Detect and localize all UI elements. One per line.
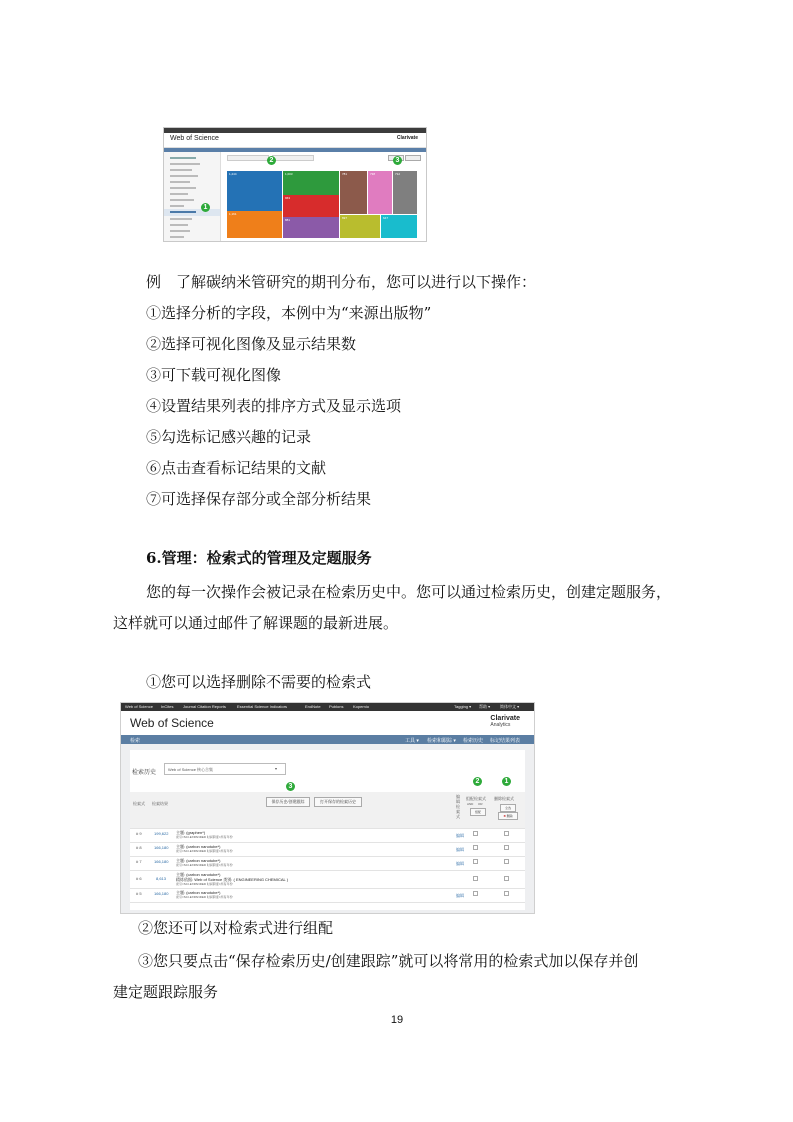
result-count-link[interactable]: 166,180 xyxy=(154,845,169,850)
marker-3-badge: 3 xyxy=(286,782,295,791)
page-number: 19 xyxy=(390,1014,404,1026)
history-panel xyxy=(130,750,525,910)
user-menu-help[interactable]: 帮助 ▾ xyxy=(479,704,491,709)
col-combine: 组配检索式 xyxy=(466,796,486,801)
intro-line-2: 这样就可以通过邮件了解课题的最新进展。 xyxy=(113,614,399,632)
edit-link[interactable]: 编辑 xyxy=(456,847,464,852)
treemap-block-10[interactable]: 647 xyxy=(381,215,417,238)
combine-or[interactable]: OR xyxy=(478,802,483,806)
nav-marked-list[interactable]: 标记结果列表 xyxy=(490,738,521,744)
chevron-down-icon: ▾ xyxy=(275,766,278,771)
open-history-button[interactable]: 打开保存的检索历史 xyxy=(314,797,362,807)
edit-link[interactable]: 编辑 xyxy=(456,833,464,838)
intro-line-1: 您的每一次操作会被记录在检索历史中。您可以通过检索历史，创建定题服务， xyxy=(146,583,672,601)
marker-1-badge: 1 xyxy=(201,203,210,212)
query-text: 主题: (carbon nanotube*) xyxy=(176,858,221,863)
step-2: ②选择可视化图像及显示结果数 xyxy=(146,335,357,353)
query-text: 主题: (carbon nanotube*) xyxy=(176,890,221,895)
col-results: 检索结果 xyxy=(152,801,168,806)
treemap-block-6[interactable]: 781 xyxy=(340,171,367,214)
delete-checkbox[interactable] xyxy=(504,876,509,881)
result-count-link[interactable]: 166,180 xyxy=(154,859,169,864)
step-4: ④设置结果列表的排序方式及显示选项 xyxy=(146,397,402,415)
analysis-screenshot xyxy=(163,127,427,242)
point-3-line-2: 建定题跟踪服务 xyxy=(113,983,219,1001)
marker-2-badge: 2 xyxy=(473,777,482,786)
topnav-kopernio[interactable]: Kopernio xyxy=(353,704,370,709)
wos-brand: Web of Science xyxy=(130,716,214,730)
user-menu-tagging[interactable]: Tagging ▾ xyxy=(454,704,472,709)
save-history-button[interactable]: 保存历史/创建跟踪 xyxy=(266,797,310,807)
query-refine: 精炼依据: Web of Science 类别: ( ENGINEERING CHEMICAL ) xyxy=(176,877,289,882)
set-number: # 6 xyxy=(136,876,142,881)
example-heading: 例 了解碳纳米管研究的期刊分布，您可以进行以下操作： xyxy=(146,273,537,291)
combine-checkbox[interactable] xyxy=(473,876,478,881)
count-select[interactable] xyxy=(272,155,314,161)
edit-link[interactable]: 编辑 xyxy=(456,893,464,898)
query-index: 索引=SCI-EXPANDED 时间跨度=所有年份 xyxy=(176,895,233,899)
topnav-wos[interactable]: Web of Science xyxy=(125,704,153,709)
history-label: 检索历史 xyxy=(132,770,157,776)
treemap-block-1[interactable]: 1,244 xyxy=(227,171,282,211)
marker-2-badge: 2 xyxy=(267,156,276,165)
hide-button[interactable] xyxy=(405,155,421,161)
topnav-publons[interactable]: Publons xyxy=(329,704,344,709)
treemap-block-8[interactable]: 712 xyxy=(393,171,417,214)
section-heading: 6.管理：检索式的管理及定题服务 xyxy=(146,549,372,567)
user-menu-language[interactable]: 简体中文 ▾ xyxy=(500,704,520,709)
database-select[interactable]: Web of Science 核心合集 ▾ xyxy=(164,763,286,775)
result-count-link[interactable]: 8,613 xyxy=(156,876,167,881)
result-count-link[interactable]: 166,180 xyxy=(154,891,169,896)
topnav-jcr[interactable]: Journal Citation Reports xyxy=(183,704,226,709)
treemap-block-5[interactable]: 881 xyxy=(283,217,339,238)
combine-checkbox[interactable] xyxy=(473,845,478,850)
close-icon: ✖ xyxy=(503,814,506,818)
combine-checkbox[interactable] xyxy=(473,891,478,896)
combine-button[interactable]: 组配 xyxy=(470,808,486,816)
nav-search-tracking[interactable]: 检索和跟踪 ▾ xyxy=(427,738,456,744)
point-3-line-1: ③您只要点击“保存检索历史/创建跟踪”就可以将常用的检索式加以保存并创 xyxy=(138,952,639,970)
combine-checkbox[interactable] xyxy=(473,859,478,864)
delete-button[interactable]: ✖ 删除 xyxy=(498,812,518,820)
step-6: ⑥点击查看标记结果的文献 xyxy=(146,459,327,477)
treemap-block-2[interactable]: 1,161 xyxy=(227,211,282,238)
query-index: 索引=SCI-EXPANDED 时间跨度=所有年份 xyxy=(176,882,233,886)
set-number: # 7 xyxy=(136,859,142,864)
step-1: ①选择分析的字段，本例中为“来源出版物” xyxy=(146,304,432,322)
product-topnav xyxy=(121,703,534,711)
step-3: ③可下载可视化图像 xyxy=(146,366,282,384)
field-sidebar xyxy=(164,152,221,241)
treemap-block-7[interactable]: 738 xyxy=(368,171,392,214)
clarivate-logo: Clarivate xyxy=(396,135,418,141)
step-7: ⑦可选择保存部分或全部分析结果 xyxy=(146,490,372,508)
marker-1-badge: 1 xyxy=(502,777,511,786)
combine-checkbox[interactable] xyxy=(473,831,478,836)
col-edit: 编辑检索式 xyxy=(456,794,460,819)
set-number: # 9 xyxy=(136,831,142,836)
step-5: ⑤勾选标记感兴趣的记录 xyxy=(146,428,312,446)
nav-search[interactable]: 检索 xyxy=(130,738,141,744)
point-2: ②您还可以对检索式进行组配 xyxy=(138,919,334,937)
main-nav xyxy=(121,735,534,744)
treemap-block-3[interactable]: 1,003 xyxy=(283,171,339,195)
nav-tools[interactable]: 工具 ▾ xyxy=(405,738,419,744)
point-1: ①您可以选择删除不需要的检索式 xyxy=(146,673,372,691)
result-count-link[interactable]: 199,622 xyxy=(154,831,169,836)
treemap-block-4[interactable]: 963 xyxy=(283,195,339,217)
delete-checkbox[interactable] xyxy=(504,891,509,896)
query-index: 索引=SCI-EXPANDED 时间跨度=所有年份 xyxy=(176,863,233,867)
treemap-block-9[interactable]: 697 xyxy=(340,215,380,238)
topnav-esi[interactable]: Essential Science Indicators xyxy=(237,704,288,709)
query-index: 索引=SCI-EXPANDED 时间跨度=所有年份 xyxy=(176,849,233,853)
delete-checkbox[interactable] xyxy=(504,845,509,850)
set-number: # 8 xyxy=(136,845,142,850)
query-text: 主题: (carbon nanotube*) xyxy=(176,844,221,849)
delete-checkbox[interactable] xyxy=(504,859,509,864)
edit-link[interactable]: 编辑 xyxy=(456,861,464,866)
set-number: # 5 xyxy=(136,891,142,896)
nav-history[interactable]: 检索历史 xyxy=(463,738,484,744)
search-history-screenshot xyxy=(120,702,535,914)
delete-checkbox[interactable] xyxy=(504,831,509,836)
wos-brand: Web of Science xyxy=(170,135,219,142)
combine-and[interactable]: AND xyxy=(467,802,474,806)
query-index: 索引=SCI-EXPANDED 时间跨度=所有年份 xyxy=(176,835,233,839)
select-all-button[interactable]: 全选 xyxy=(500,804,516,812)
topnav-incites[interactable]: InCites xyxy=(161,704,174,709)
topnav-endnote[interactable]: EndNote xyxy=(305,704,321,709)
clarivate-logo: Clarivate Analytics xyxy=(490,715,520,728)
marker-3-badge: 3 xyxy=(393,156,402,165)
col-set: 检索式 xyxy=(133,801,145,806)
field-select[interactable] xyxy=(227,155,269,161)
query-text: 主题: (graphen*) xyxy=(176,830,206,835)
col-delete: 删除检索式 xyxy=(494,796,514,801)
query-text: 主题: (carbon nanotube*) xyxy=(176,872,221,877)
